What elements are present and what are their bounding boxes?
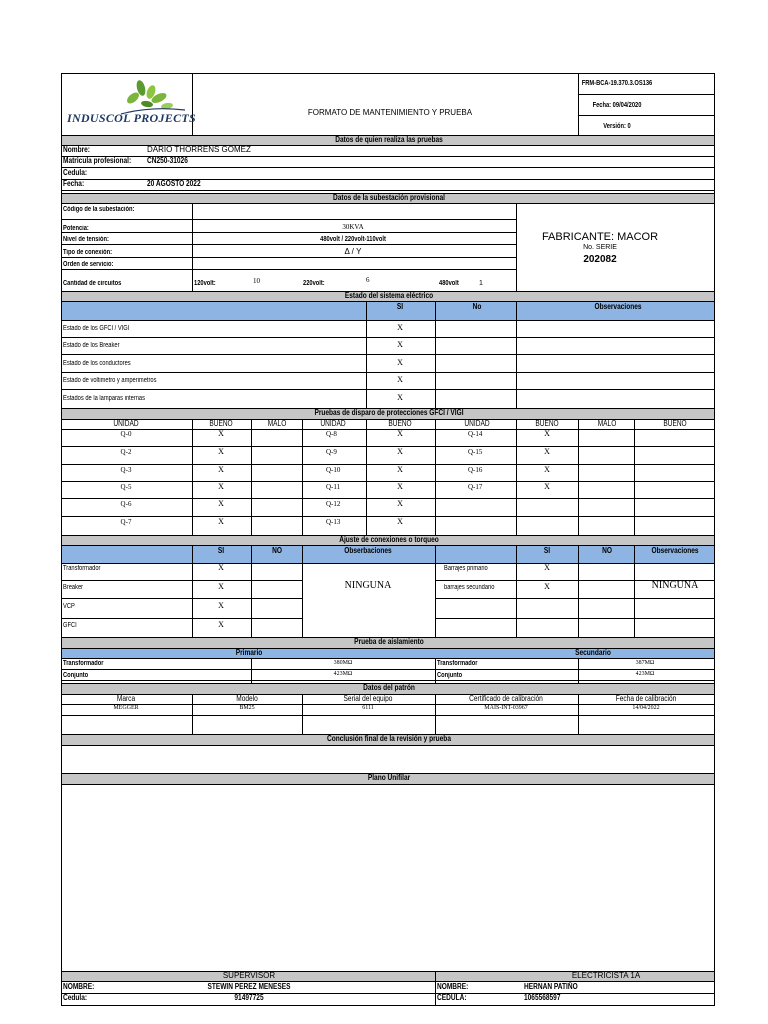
pattern-value: 6111 (362, 705, 374, 711)
electrical-row-label: Estado de los conductores (63, 360, 131, 367)
power-label: Potencia: (63, 225, 89, 232)
date-label: Fecha: (63, 179, 85, 188)
trip-header-cell: BUENO (663, 419, 687, 428)
torque-left-label: Breaker (63, 584, 84, 591)
s-set-value: 423MΩ (635, 671, 655, 677)
id-label: Cedula: (63, 168, 88, 177)
grid-line-v (192, 73, 193, 135)
trip-unit: Q-9 (326, 448, 337, 456)
grid-line-v (578, 658, 579, 683)
connection-value: Δ / Y (344, 247, 362, 256)
trip-header-cell: BUENO (388, 419, 412, 428)
p-set-label: Conjunto (63, 672, 89, 679)
circuit-220-value: 6 (366, 276, 370, 284)
grid-line-v (302, 419, 303, 535)
trip-header-cell: BUENO (209, 419, 233, 428)
grid-line-h (61, 648, 715, 649)
electrical-row-si: X (397, 358, 403, 367)
section-title-pattern: Datos del patrón (363, 683, 415, 692)
trip-unit: Q-13 (326, 518, 341, 526)
trip-bueno: X (218, 465, 224, 474)
electrical-row-label: Estado de voltimetro y amperimetros (63, 377, 157, 384)
trip-bueno: X (397, 517, 403, 526)
header-row-insulation (61, 648, 715, 658)
electrical-row-si: X (397, 393, 403, 402)
pattern-value: BM25 (239, 705, 255, 711)
insulation-secondary: Secundario (575, 648, 611, 657)
s-set-label: Conjunto (437, 672, 463, 679)
trip-unit: Q-14 (468, 430, 483, 438)
trip-unit: Q-12 (326, 500, 341, 508)
grid-line-h (61, 680, 715, 681)
grid-line-h (61, 389, 715, 390)
grid-line-v (366, 301, 367, 408)
grid-line-h (61, 784, 715, 785)
sup-name: STEWIN PEREZ MENESES (207, 982, 291, 991)
form-code: FRM-BCA-19.370.3.OS136 (581, 80, 653, 87)
ele-id: 1065568597 (524, 993, 561, 1002)
grid-line-v (578, 694, 579, 734)
connection-label: Tipo de conexión: (63, 249, 113, 256)
torque-left-label: VCP (63, 603, 75, 610)
trip-header-cell: BUENO (535, 419, 559, 428)
grid-line-h (61, 446, 715, 447)
serial-label: No. SERIE (583, 244, 617, 251)
grid-line-h (61, 337, 715, 338)
supervisor-title: SUPERVISOR (222, 971, 276, 980)
pattern-header: Fecha de calibración (615, 694, 677, 703)
section-title-torque: Ajuste de conexiones o torqueo (339, 535, 439, 544)
grid-line-v (634, 419, 635, 535)
torque-right-label: Barrajes primario (444, 565, 488, 572)
grid-line-h (435, 598, 715, 599)
ele-id-label: CEDULA: (437, 993, 467, 1002)
grid-line-h (61, 372, 715, 373)
grid-line-h (61, 429, 715, 430)
grid-line-v (634, 545, 635, 637)
insulation-primary: Primario (235, 648, 263, 657)
company-name: INDUSCOL PROJECTS (67, 111, 197, 125)
trip-unit: Q-16 (468, 466, 483, 474)
torque-col-no2: NO (602, 546, 612, 555)
trip-header-cell: MALO (597, 419, 617, 428)
grid-line-v (435, 545, 436, 637)
grid-line-v (251, 658, 252, 683)
trip-bueno: X (397, 447, 403, 456)
trip-bueno: X (397, 499, 403, 508)
voltage-label: Nivel de tensión: (63, 236, 109, 243)
grid-line-v (516, 419, 517, 535)
grid-line-h (61, 745, 715, 746)
trip-unit: Q-11 (326, 483, 341, 491)
torque-col-obs: Obserbaciones (344, 546, 392, 555)
pattern-value: MAIS-INT-03967 (484, 705, 528, 711)
grid-line-h (61, 354, 715, 355)
grid-line-v (61, 73, 62, 1005)
torque-left-label: Transformador (63, 565, 101, 572)
grid-line-h (61, 464, 715, 465)
electrical-col-obs: Observaciones (594, 302, 642, 311)
license-value: CN250-31026 (147, 156, 188, 165)
service-order-label: Orden de servicio: (63, 261, 114, 268)
grid-line-h (61, 993, 715, 994)
grid-line-h (61, 580, 302, 581)
p-transformer-label: Transformador (63, 660, 104, 667)
date-value: 20 AGOSTO 2022 (147, 179, 201, 188)
grid-line-h (61, 658, 715, 659)
grid-line-v (516, 301, 517, 408)
trip-bueno: X (218, 517, 224, 526)
torque-col-si: SI (217, 546, 225, 555)
electrical-row-label: Estado de los GFCI / VIGI (63, 325, 130, 332)
grid-line-h (61, 598, 302, 599)
trip-unit: Q-15 (468, 448, 483, 456)
substation-code-label: Código de la subestación: (63, 206, 135, 213)
pattern-header: Certificado de calibración (469, 694, 543, 703)
grid-line-v (192, 419, 193, 535)
torque-right-observation: NINGUNA (651, 580, 699, 591)
trip-unit: Q-2 (120, 448, 132, 456)
grid-line-v (578, 419, 579, 535)
grid-line-v (192, 694, 193, 734)
trip-header-cell: MALO (267, 419, 287, 428)
grid-line-v (578, 545, 579, 637)
voltage-value: 480volt / 220volt-110volt (320, 236, 386, 243)
trip-unit: Q-0 (120, 430, 132, 438)
grid-line-h (61, 320, 715, 321)
trip-bueno: X (544, 429, 550, 438)
power-value: 30KVA (342, 223, 364, 231)
serial-value: 202082 (583, 254, 617, 265)
s-transformer-value: 387MΩ (635, 660, 655, 666)
grid-line-h (61, 219, 516, 220)
grid-line-v (302, 694, 303, 734)
section-title-substation: Datos de la subestación provisional (333, 193, 445, 202)
circuit-120-value: 10 (253, 277, 260, 285)
grid-line-h (61, 190, 715, 191)
torque-col-si2: SI (543, 546, 551, 555)
circuit-120-label: 120volt: (194, 280, 216, 287)
sup-id-label: Cedula: (63, 993, 88, 1002)
torque-left-si: X (218, 620, 224, 629)
form-version: Versión: 0 (603, 123, 631, 130)
grid-line-h (61, 669, 715, 670)
license-label: Matricula profesional: (63, 156, 132, 165)
torque-right-si: X (544, 582, 550, 591)
trip-unit: Q-10 (326, 466, 341, 474)
trip-bueno: X (544, 482, 550, 491)
grid-line-h (61, 257, 516, 258)
grid-line-v (251, 545, 252, 637)
p-transformer-value: 380MΩ (333, 660, 353, 666)
form-title: FORMATO DE MANTENIMIENTO Y PRUEBA (307, 108, 473, 117)
section-title-conclusion: Conclusión final de la revisión y prueba (327, 734, 451, 743)
grid-line-h (61, 232, 516, 233)
electrical-col-si: SI (396, 302, 404, 311)
grid-line-h (578, 115, 715, 116)
torque-right-label: barrajes secundario (444, 584, 495, 591)
grid-line-h (61, 715, 715, 716)
name-value: DARIO THORRENS GOMEZ (147, 145, 251, 154)
grid-line-v (251, 419, 252, 535)
section-title-plan: Plano Unifilar (367, 773, 411, 782)
trip-unit: Q-8 (326, 430, 337, 438)
grid-line-h (61, 981, 715, 982)
section-title-performer: Datos de quien realiza las pruebas (335, 135, 443, 144)
torque-left-si: X (218, 563, 224, 572)
trip-unit: Q-17 (468, 483, 483, 491)
grid-line-v (714, 73, 715, 1005)
ele-name: HERNAN PATIÑO (524, 982, 578, 991)
grid-line-v (435, 694, 436, 734)
grid-line-h (61, 618, 302, 619)
circuit-480-label: 480volt (439, 280, 459, 287)
torque-left-observation: NINGUNA (344, 580, 392, 591)
trip-bueno: X (397, 429, 403, 438)
trip-bueno: X (218, 499, 224, 508)
sup-id: 91497725 (234, 993, 264, 1002)
electrical-col-no: No (472, 302, 482, 311)
trip-unit: Q-6 (120, 500, 132, 508)
grid-line-h (61, 269, 516, 270)
trip-bueno: X (218, 482, 224, 491)
grid-line-v (435, 301, 436, 408)
grid-line-v (302, 545, 303, 637)
grid-line-v (578, 73, 579, 135)
trip-bueno: X (218, 447, 224, 456)
torque-right-si: X (544, 563, 550, 572)
torque-col-no: NO (272, 546, 282, 555)
grid-line-h (61, 167, 715, 168)
form-date: Fecha: 09/04/2020 (592, 102, 642, 109)
section-title-trip: Pruebas de disparo de protecciones GFCI / VIGI (314, 408, 464, 417)
manufacturer: FABRICANTE: MACOR (541, 231, 659, 243)
pattern-value: 14/04/2022 (632, 705, 660, 711)
grid-line-h (61, 563, 715, 564)
torque-col-obs2: Observaciones (651, 546, 699, 555)
trip-bueno: X (397, 482, 403, 491)
ele-name-label: NOMBRE: (437, 982, 469, 991)
circuit-480-value: 1 (479, 280, 483, 287)
trip-bueno: X (218, 429, 224, 438)
grid-line-h (61, 481, 715, 482)
circuit-220-label: 220volt: (303, 280, 325, 287)
trip-bueno: X (544, 465, 550, 474)
trip-unit: Q-5 (120, 483, 132, 491)
grid-line-h (61, 244, 516, 245)
name-label: Nombre: (63, 145, 90, 154)
electrical-row-si: X (397, 375, 403, 384)
electrical-row-si: X (397, 340, 403, 349)
grid-line-h (435, 618, 715, 619)
electrical-row-label: Estados de la lamparas internas (63, 395, 145, 402)
grid-line-h (61, 516, 715, 517)
grid-line-h (61, 203, 715, 204)
maintenance-form (61, 73, 715, 1005)
pattern-header: Marca (116, 694, 136, 703)
p-set-value: 423MΩ (333, 671, 353, 677)
leaf-logo-icon (111, 76, 189, 116)
electrical-row-label: Estado de los Breaker (63, 342, 120, 349)
torque-left-si: X (218, 582, 224, 591)
grid-line-v (435, 971, 436, 1005)
electrician-title: ELECTRICISTA 1A (571, 971, 641, 980)
pattern-header: Serial del equipo (343, 694, 393, 703)
grid-line-v (192, 203, 193, 291)
trip-header-cell: UNIDAD (113, 419, 139, 428)
trip-unit: Q-7 (120, 518, 132, 526)
grid-line-h (578, 94, 715, 95)
trip-header-cell: UNIDAD (320, 419, 346, 428)
pattern-value: MEGGER (113, 705, 139, 711)
trip-bueno: X (544, 447, 550, 456)
pattern-header: Modelo (236, 694, 258, 703)
trip-bueno: X (397, 465, 403, 474)
grid-line-v (516, 203, 517, 291)
trip-header-cell: UNIDAD (464, 419, 490, 428)
section-title-insulation: Prueba de aislamiento (354, 637, 424, 646)
circuits-label: Cantidad de circuitos (63, 280, 122, 287)
grid-line-v (366, 419, 367, 535)
grid-line-v (192, 545, 193, 637)
electrical-row-si: X (397, 323, 403, 332)
grid-line-h (61, 73, 715, 74)
sup-name-label: NOMBRE: (63, 982, 95, 991)
section-title-electrical: Estado del sistema eléctrico (344, 291, 434, 300)
s-transformer-label: Transformador (437, 660, 478, 667)
torque-left-label: GFCI (63, 622, 77, 629)
grid-line-v (516, 545, 517, 637)
grid-line-v (435, 419, 436, 535)
grid-line-v (435, 658, 436, 683)
grid-line-h (61, 498, 715, 499)
grid-line-h (61, 1005, 715, 1006)
trip-unit: Q-3 (120, 466, 132, 474)
grid-line-h (61, 704, 715, 705)
torque-left-si: X (218, 601, 224, 610)
